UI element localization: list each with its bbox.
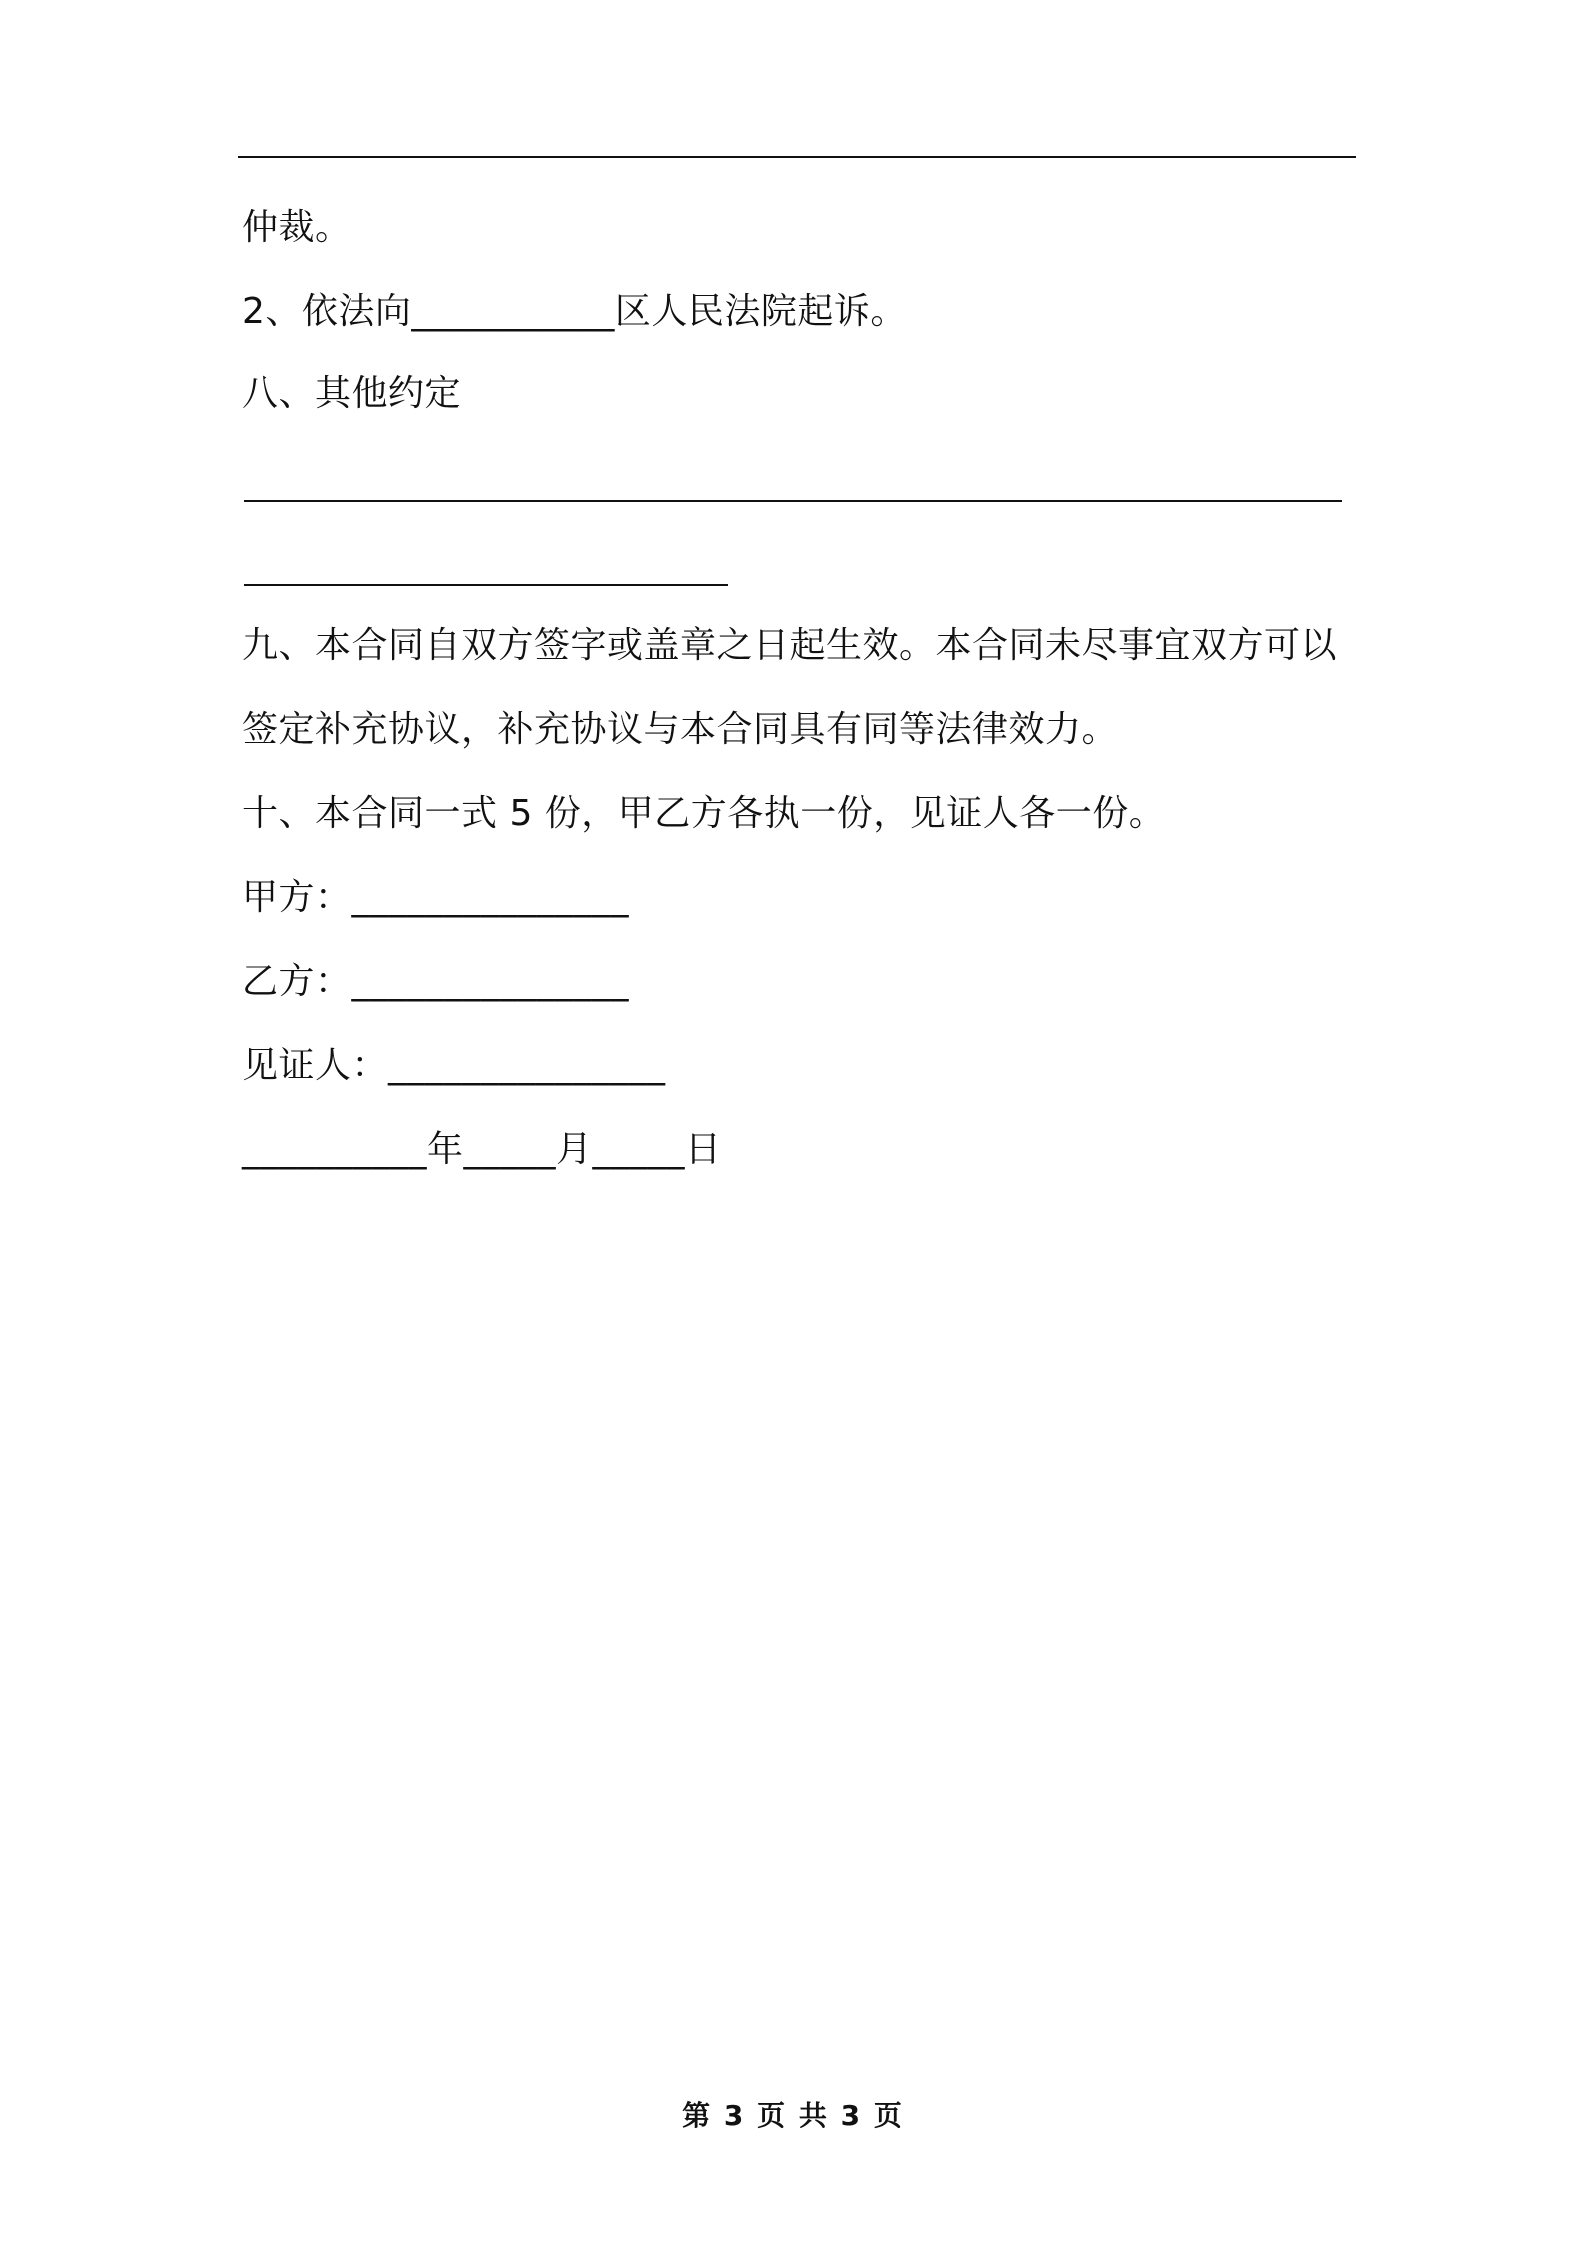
signature-party-b: 乙方：_______________ bbox=[242, 961, 630, 1002]
signature-party-a: 甲方：_______________ bbox=[242, 877, 630, 918]
page-number-footer: 第 3 页 共 3 页 bbox=[682, 2099, 904, 2132]
blank-fill-line-1 bbox=[244, 500, 1342, 502]
blank-fill-line-2 bbox=[244, 584, 728, 586]
signature-witness: 见证人：_______________ bbox=[242, 1045, 666, 1086]
text-line-copies-clause: 十、本合同一式 5 份，甲乙方各执一份，见证人各一份。 bbox=[242, 793, 1166, 834]
signature-date-line: __________年_____月_____日 bbox=[242, 1129, 722, 1170]
section-heading-other-terms: 八、其他约定 bbox=[242, 373, 462, 414]
text-line-arbitration-end: 仲裁。 bbox=[242, 207, 352, 248]
header-rule bbox=[238, 156, 1356, 158]
text-line-effective-clause: 九、本合同自双方签字或盖章之日起生效。本合同未尽事宜双方可以 bbox=[242, 625, 1338, 666]
text-line-court-clause: 2、依法向___________区人民法院起诉。 bbox=[242, 291, 907, 332]
text-line-supplementary-agreement: 签定补充协议，补充协议与本合同具有同等法律效力。 bbox=[242, 709, 1119, 750]
